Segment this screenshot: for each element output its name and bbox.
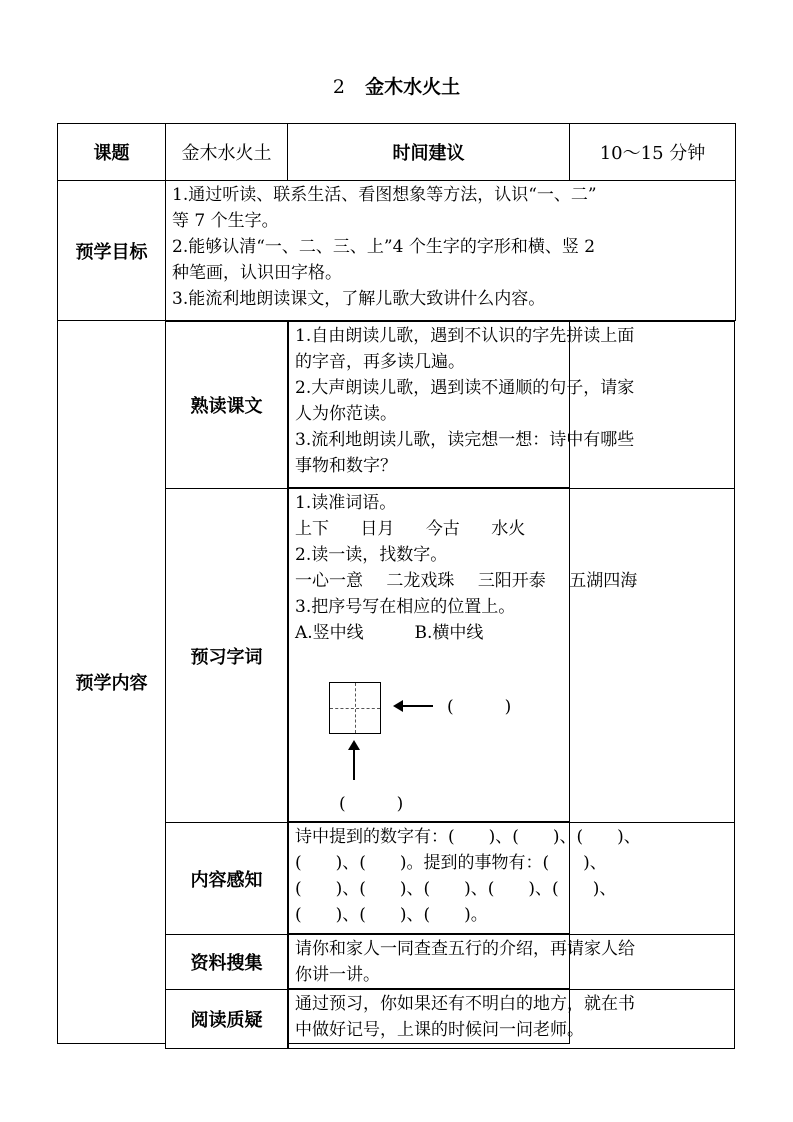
lesson-number: 2 xyxy=(332,76,346,98)
words-line: 2.读一读，找数字。 xyxy=(295,545,448,565)
word-item: 水火 xyxy=(491,519,526,539)
reading-line: 事物和数字？ xyxy=(295,456,397,476)
word-list xyxy=(295,516,728,542)
words-line: 1.读准词语。 xyxy=(295,493,397,513)
content-label: 预学内容 xyxy=(58,321,166,1044)
reading-line: 3.流利地朗读儿歌，读完想一想：诗中有哪些 xyxy=(295,430,635,450)
perception-label-box: 内容感知 xyxy=(165,822,288,935)
perception-line: ( )、( )、( )。 xyxy=(295,905,488,925)
perception-line: ( )、( )。提到的事物有：( )、 xyxy=(295,853,607,873)
idiom-item: 五湖四海 xyxy=(569,571,638,591)
goals-line: 3.能流利地朗读课文，了解儿歌大致讲什么内容。 xyxy=(172,289,546,309)
goals-text xyxy=(166,181,736,321)
idiom-item: 三阳开泰 xyxy=(477,571,546,591)
topic-label: 课题 xyxy=(58,124,166,181)
option-b: B.横中线 xyxy=(414,623,484,643)
arrow-left-icon xyxy=(395,705,433,707)
words-label-box: 预习字词 xyxy=(165,488,288,823)
lesson-title: 金木水火土 xyxy=(365,76,461,98)
horizontal-center-line xyxy=(330,708,380,709)
idiom-item: 二龙戏珠 xyxy=(386,571,455,591)
idiom-list xyxy=(295,568,728,594)
tianzige-figure xyxy=(295,646,728,821)
research-line: 请你和家人一同查查五行的介绍，再请家人给 xyxy=(295,939,635,959)
topic-value: 金木水火土 xyxy=(166,124,288,181)
reading-text xyxy=(288,321,735,489)
research-text xyxy=(288,934,735,990)
tianzige-grid xyxy=(329,682,381,734)
goals-line: 1.通过听读、联系生活、看图想象等方法，认识“一、二” xyxy=(172,185,597,205)
reading-line: 的字音，再多读几遍。 xyxy=(295,352,465,372)
reading-line: 1.自由朗读儿歌，遇到不认识的字先拼读上面 xyxy=(295,326,635,346)
arrow-up-icon xyxy=(353,742,355,780)
words-text xyxy=(288,488,735,823)
goals-row xyxy=(58,181,736,321)
words-line: 3.把序号写在相应的位置上。 xyxy=(295,597,516,617)
answer-blank-right[interactable]: ( ) xyxy=(447,697,512,717)
word-item: 今古 xyxy=(425,519,460,539)
word-item: 日月 xyxy=(360,519,395,539)
questions-line: 中做好记号，上课的时候问一问老师。 xyxy=(295,1020,584,1040)
goals-label: 预学目标 xyxy=(58,181,166,321)
page-title xyxy=(0,72,793,99)
reading-line: 人为你范读。 xyxy=(295,404,397,424)
perception-line: ( )、( )、( )、( )、( )、 xyxy=(295,879,617,899)
answer-blank-bottom[interactable]: ( ) xyxy=(339,794,404,814)
reading-line: 2.大声朗读儿歌，遇到读不通顺的句子，请家 xyxy=(295,378,635,398)
goals-line: 2.能够认清“一、二、三、上”4 个生字的字形和横、竖 2 xyxy=(172,237,596,257)
goals-line: 种笔画，认识田字格。 xyxy=(172,263,342,283)
reading-label-box: 熟读课文 xyxy=(165,321,288,489)
questions-line: 通过预习，你如果还有不明白的地方，就在书 xyxy=(295,994,635,1014)
idiom-item: 一心一意 xyxy=(295,571,363,591)
time-label: 时间建议 xyxy=(288,124,570,181)
time-value: 10～15 分钟 xyxy=(570,124,736,181)
perception-text xyxy=(288,822,735,935)
option-a: A.竖中线 xyxy=(295,623,364,643)
research-label-box: 资料搜集 xyxy=(165,934,288,990)
research-line: 你讲一讲。 xyxy=(295,965,380,985)
questions-label-box: 阅读质疑 xyxy=(165,989,288,1049)
options-line xyxy=(295,620,728,646)
word-item: 上下 xyxy=(295,519,329,539)
questions-text xyxy=(288,989,735,1049)
goals-line: 等 7 个生字。 xyxy=(172,211,279,231)
header-row xyxy=(58,124,736,181)
perception-line: 诗中提到的数字有：( )、( )、( )、 xyxy=(295,827,641,847)
